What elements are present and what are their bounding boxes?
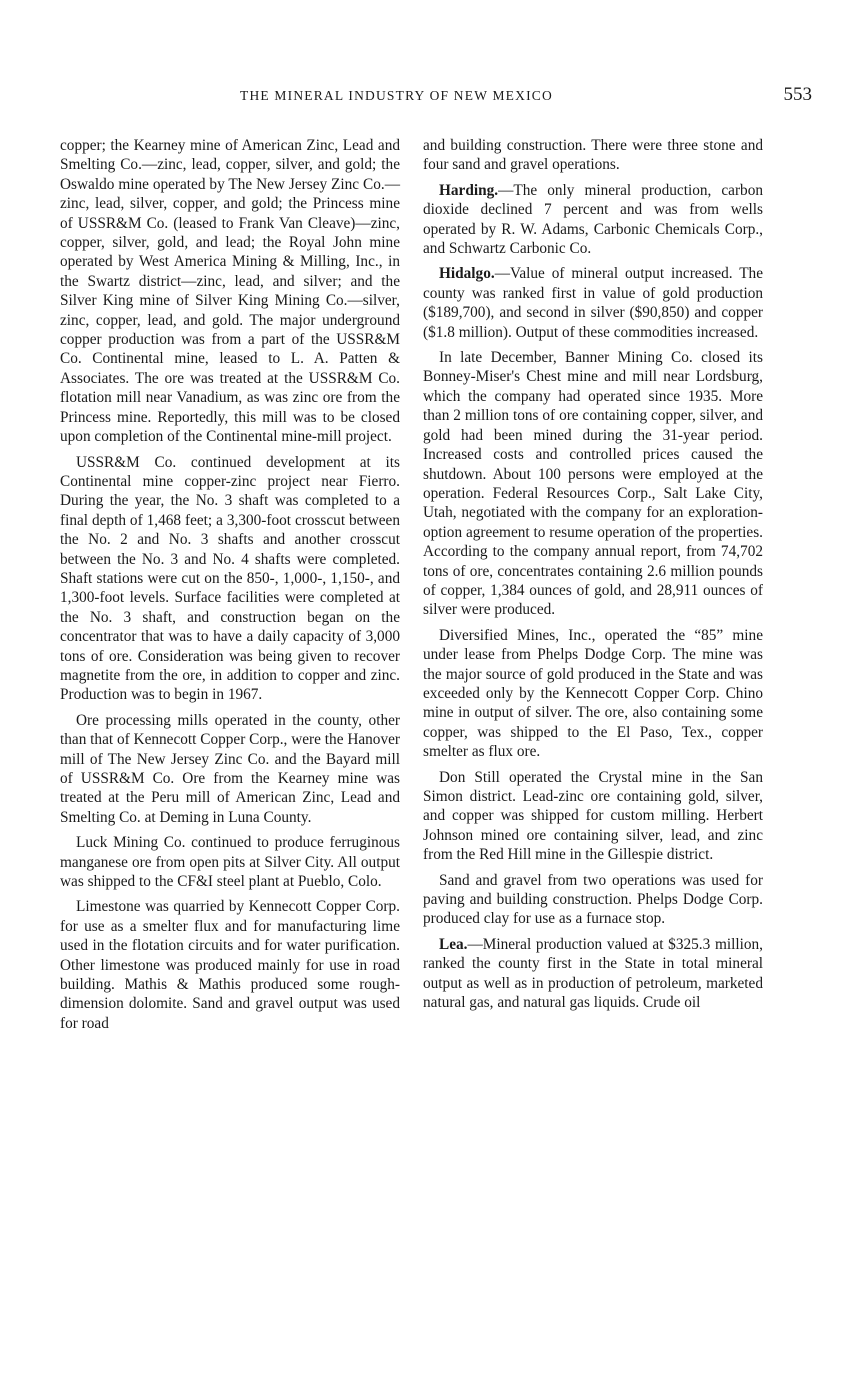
page-number: 553	[783, 84, 812, 105]
right-column	[423, 136, 763, 1018]
running-title: THE MINERAL INDUSTRY OF NEW MEXICO	[240, 88, 553, 103]
paragraph-harding	[423, 181, 763, 259]
county-heading-hidalgo: Hidalgo.	[439, 265, 495, 283]
paragraph: and building construction. There were three stone and four sand and gravel operations.	[423, 137, 763, 174]
paragraph-hidalgo	[423, 264, 763, 342]
paragraph-text: —Value of mineral output increased. The county was ranked first in value of gold production ($189,700), and second in silver ($90,850) and copper ($1.8 million). Output of these commodities increased.	[423, 265, 763, 341]
paragraph: In late December, Banner Mining Co. closed its Bonney-Miser's Chest mine and mill near Lordsburg, which the company had operated since 1935. More than 2 million tons of ore containing copper, silver, and gold had been mined during the 31-year period. Increased costs and controlled prices caused the shutdown. About 100 persons were employed at the operation. Federal Resources Corp., Salt Lake City, Utah, negotiated with the company for an exploration-option agreement to resume operation of the properties. According to the company annual report, from 74,702 tons of ore, concentrates containing 2.6 million pounds of copper, 1,384 ounces of gold, and 28,911 ounces of silver were produced.	[423, 349, 763, 619]
paragraph: copper; the Kearney mine of American Zinc, Lead and Smelting Co.—zinc, lead, copper, silver, and gold; the Oswaldo mine operated by The New Jersey Zinc Co.—zinc, lead, silver, copper, and gold; the Princess mine of USSR&M Co. (leased to Frank Van Cleave)—zinc, copper, silver, gold, and lead; the Royal John mine operated by West America Mining & Milling, Inc., in the Swartz district—zinc, lead, and silver; and the Silver King mine of Silver King Mining Co.—silver, zinc, copper, lead, and gold. The major underground copper production was from a part of the USSR&M Co. Continental mine, leased to L. A. Patten & Associates. The ore was treated at the USSR&M Co. flotation mill near Vanadium, as was zinc ore from the Princess mine. Reportedly, this mill was to be closed upon completion of the Continental mine-mill project.	[60, 137, 400, 446]
left-column	[60, 136, 400, 1039]
paragraph: Diversified Mines, Inc., operated the “85” mine under lease from Phelps Dodge Corp. The mine was the major source of gold produced in the State and was exceeded only by the Kennecott Copper Corp. Chino mine in output of silver. The ore, also containing some copper, was shipped to the El Paso, Tex., copper smelter as flux ore.	[423, 626, 763, 761]
paragraph: Don Still operated the Crystal mine in the San Simon district. Lead-zinc ore containing gold, silver, and copper was shipped for custom milling. Herbert Johnson mined ore containing silver, lead, and zinc from the Red Hill mine in the Gillespie district.	[423, 768, 763, 864]
paragraph-text: —Mineral production valued at $325.3 million, ranked the county first in the State in total mineral output as well as in production of petroleum, marketed natural gas, and natural gas liquids. Crude oil	[423, 935, 763, 1012]
paragraph: Sand and gravel from two operations was used for paving and building construction. Phelps Dodge Corp. produced clay for use as a furnace stop.	[423, 871, 763, 928]
paragraph-text: —The only mineral production, carbon dioxide declined 7 percent and was from wells operated by R. W. Adams, Carbonic Chemicals Corp., and Schwartz Carbonic Co.	[423, 181, 763, 258]
county-heading-lea: Lea.	[439, 935, 468, 953]
paragraph: USSR&M Co. continued development at its Continental mine copper-zinc project near Fierro. During the year, the No. 3 shaft was completed to a final depth of 1,468 feet; a 3,300-foot crosscut between the No. 2 and No. 3 shafts and another crosscut between the No. 3 and No. 4 shafts were completed. Shaft stations were cut on the 850-, 1,000-, 1,150-, and 1,300-foot levels. Surface facilities were completed at the No. 3 shaft, and construction began on the concentrator that was to have a daily capacity of 3,000 tons of ore. Consideration was being given to recover magnetite from the ore, in addition to copper and zinc. Production was to begin in 1967.	[60, 453, 400, 704]
paragraph-lea	[423, 935, 763, 1013]
paragraph: Luck Mining Co. continued to produce ferruginous manganese ore from open pits at Silver City. All output was shipped to the CF&I steel plant at Pueblo, Colo.	[60, 834, 400, 891]
paragraph: Limestone was quarried by Kennecott Copper Corp. for use as a smelter flux and for manufacturing lime used in the flotation circuits and for water purification. Other limestone was produced mainly for use in road building. Mathis & Mathis produced some rough-dimension dolomite. Sand and gravel output was used for road	[60, 898, 400, 1032]
county-heading-harding: Harding.	[439, 181, 499, 199]
paragraph: Ore processing mills operated in the county, other than that of Kennecott Copper Corp., were the Hanover mill of The New Jersey Zinc Co. and the Bayard mill of USSR&M Co. Ore from the Kearney mine was treated at the Peru mill of American Zinc, Lead and Smelting Co. at Deming in Luna County.	[60, 711, 400, 826]
page-header	[60, 86, 810, 110]
